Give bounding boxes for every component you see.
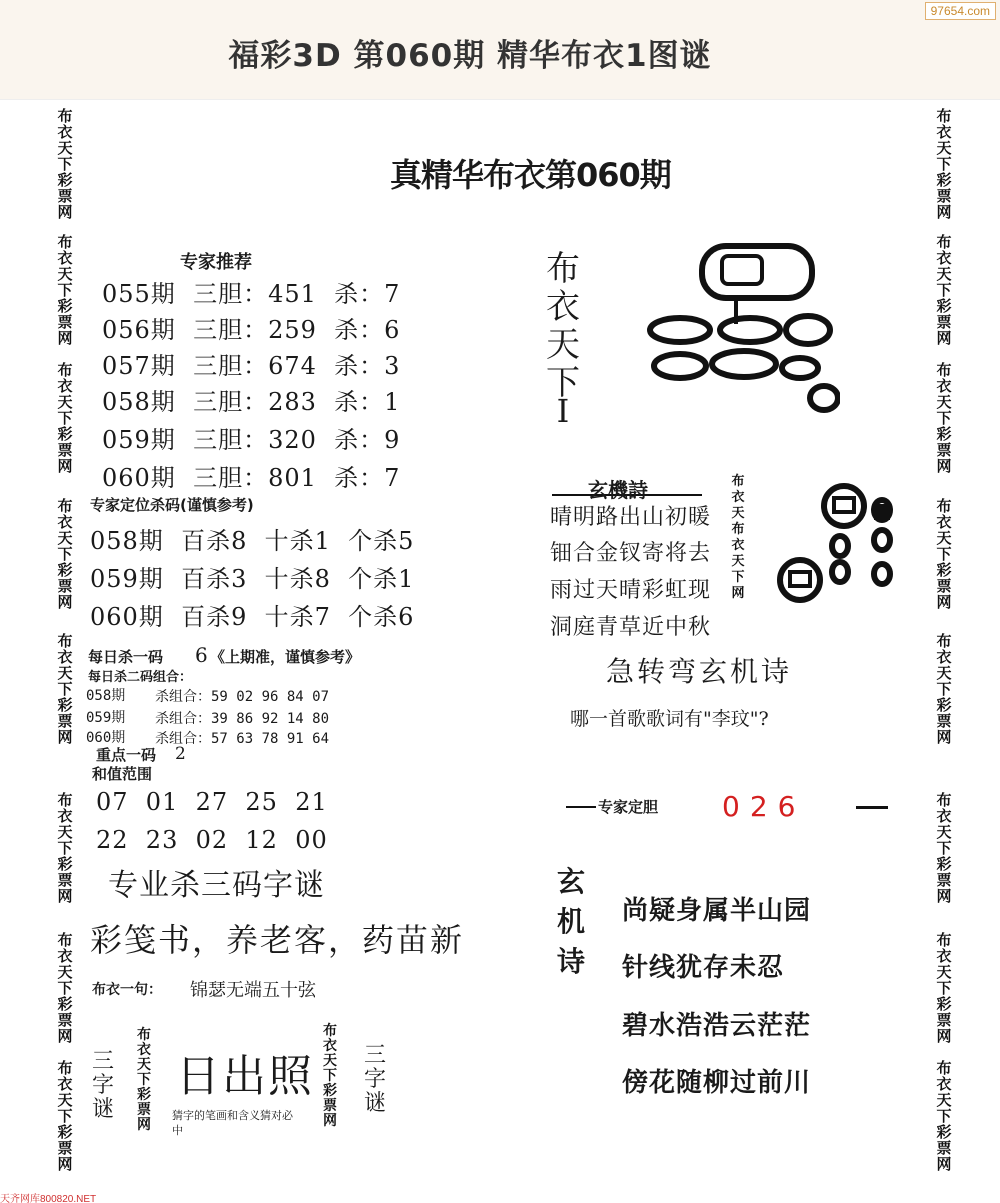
- daily-kill-combo: 杀组合：39 86 92 14 80: [155, 711, 330, 727]
- side-label: 布衣天下彩票网: [57, 632, 73, 746]
- three-char-riddle-label: 三字谜: [363, 1043, 386, 1116]
- xuanji2-line: 针线犹存未忍: [622, 953, 785, 983]
- side-label: 布衣天下彩票网: [936, 233, 952, 347]
- side-label: 布衣天下彩票网: [936, 497, 952, 611]
- dan-line-right: [856, 806, 888, 809]
- daily-kill-period: 060期: [86, 730, 126, 746]
- side-label: 布衣天下彩票网: [57, 497, 73, 611]
- dan-line-left: [566, 806, 596, 808]
- xuanji2-line: 尚疑身属半山园: [622, 896, 812, 926]
- position-kill-heading: 专家定位杀码(谨慎参考): [90, 496, 254, 514]
- expert-dan-value: 026: [722, 790, 806, 823]
- xuanji-heading: 玄機詩: [588, 478, 648, 502]
- key-code-label: 重点一码: [96, 746, 157, 764]
- daily-kill-period: 058期: [86, 688, 126, 704]
- expert-row: 060期 三胆：801 杀：7: [102, 464, 401, 492]
- xuanji-side-label: 布衣天布衣天下网: [731, 474, 745, 601]
- xuanji-line: 雨过天晴彩虹现: [550, 578, 712, 603]
- side-label: 布衣天下彩票网: [57, 361, 73, 475]
- urgent-heading: 急转弯玄机诗: [606, 655, 793, 688]
- footer-note[interactable]: 天齐网库800820.NET: [0, 1194, 97, 1203]
- expert-row: 056期 三胆：259 杀：6: [102, 316, 401, 344]
- issue-title: 真精华布衣第060期: [390, 156, 671, 194]
- position-kill-row: 058期 百杀8 十杀1 个杀5: [90, 527, 415, 555]
- side-label: 布衣天下彩票网: [57, 791, 73, 905]
- daily-kill-one-label: 每日杀一码: [88, 648, 164, 666]
- expert-dan-label: 专家定胆: [598, 798, 659, 816]
- side-label: 布衣天下彩票网: [936, 931, 952, 1045]
- position-kill-row: 060期 百杀9 十杀7 个杀6: [90, 603, 415, 631]
- urgent-question: 哪一首歌歌词有"李玟"?: [570, 708, 769, 730]
- position-kill-row: 059期 百杀3 十杀8 个杀1: [90, 565, 415, 593]
- sum-range-row: 22 23 02 12 00: [96, 826, 328, 854]
- side-label: 布衣天下彩票网: [57, 1059, 73, 1173]
- xuanji2-line: 碧水浩浩云茫茫: [622, 1011, 812, 1041]
- coin-string-illustration: [770, 480, 900, 610]
- riddle-note: 猜字的笔画和含义猜对必中: [172, 1109, 293, 1137]
- kill-three-heading: 专业杀三码字谜: [108, 868, 325, 903]
- side-label: 布衣天下彩票网: [936, 361, 952, 475]
- side-label: 布衣天下彩票网: [936, 1059, 952, 1173]
- buyi-sentence-text: 锦瑟无端五十弦: [190, 980, 316, 1001]
- side-label: 布衣天下彩票网: [323, 1023, 337, 1129]
- daily-kill-one-value: 6: [195, 643, 208, 667]
- riddle-main: 日出照: [176, 1051, 314, 1102]
- sum-range-label: 和值范围: [92, 765, 153, 783]
- kill-three-riddle: 彩笺书，养老客，药苗新: [90, 921, 465, 959]
- coin-chain-illustration: [640, 238, 840, 418]
- expert-row: 057期 三胆：674 杀：3: [102, 352, 401, 380]
- buyi-sentence-label: 布衣一句：: [92, 982, 162, 998]
- expert-heading: 专家推荐: [180, 252, 252, 273]
- site-badge[interactable]: 97654.com: [925, 2, 996, 20]
- daily-kill-combo: 杀组合：57 63 78 91 64: [155, 731, 330, 747]
- expert-row: 055期 三胆：451 杀：7: [102, 280, 401, 308]
- page-title: 福彩3D 第060期 精华布衣1图谜: [228, 38, 712, 74]
- xuanji2-label: 玄机诗: [556, 865, 585, 978]
- side-label: 布衣天下彩票网: [936, 107, 952, 221]
- side-label: 布衣天下彩票网: [57, 931, 73, 1045]
- daily-kill-combo: 杀组合：59 02 96 84 07: [155, 689, 330, 705]
- xuanji-line: 钿合金钗寄将去: [550, 541, 712, 566]
- xuanji-line: 晴明路出山初暖: [550, 505, 712, 530]
- side-label: 布衣天下彩票网: [137, 1027, 151, 1133]
- side-label: 布衣天下彩票网: [936, 632, 952, 746]
- sum-range-row: 07 01 27 25 21: [96, 788, 328, 816]
- buyi-tianxia-label: 布衣天下: [546, 249, 580, 403]
- expert-row: 059期 三胆：320 杀：9: [102, 426, 401, 454]
- daily-kill-period: 059期: [86, 710, 126, 726]
- expert-row: 058期 三胆：283 杀：1: [102, 388, 401, 416]
- xuanji-line: 洞庭青草近中秋: [550, 615, 712, 640]
- daily-kill-one-note: 《上期准，谨慎参考》: [210, 648, 361, 666]
- daily-kill-two-label: 每日杀二码组合：: [88, 670, 193, 685]
- side-label: 布衣天下彩票网: [936, 791, 952, 905]
- side-label: 布衣天下彩票网: [57, 107, 73, 221]
- three-char-riddle-label: 三字谜: [91, 1049, 114, 1122]
- xuanji2-line: 傍花随柳过前川: [622, 1068, 812, 1098]
- buyi-tianxia-number: I: [556, 392, 570, 430]
- side-label: 布衣天下彩票网: [57, 233, 73, 347]
- key-code-value: 2: [175, 744, 186, 764]
